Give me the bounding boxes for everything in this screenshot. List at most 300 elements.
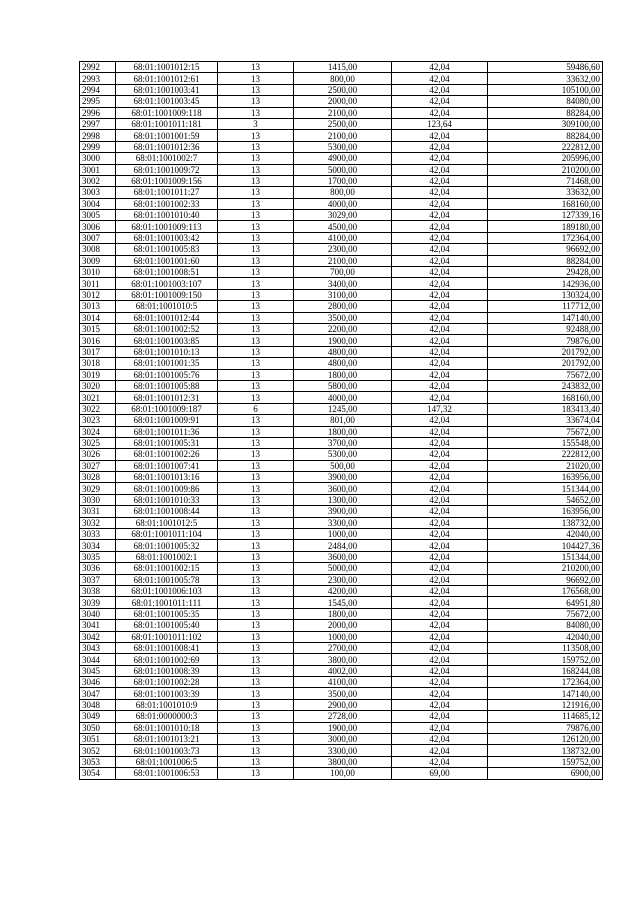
row-number-cell: 3025 [80,437,116,448]
row-number-cell: 3044 [80,654,116,665]
cadastral-number-cell: 68:01:1001009:72 [116,164,218,175]
area-cell: 2800,00 [294,301,392,312]
area-cell: 700,00 [294,267,392,278]
cadastral-number-cell: 68:01:1001005:31 [116,437,218,448]
cadastral-number-cell: 68:01:1001006:5 [116,756,218,767]
category-code-cell: 13 [218,369,294,380]
category-code-cell: 13 [218,574,294,585]
amount-cell: 42040,00 [488,631,603,642]
cadastral-number-cell: 68:01:1001011:111 [116,597,218,608]
table-row [80,563,603,574]
area-cell: 2900,00 [294,699,392,710]
row-number-cell: 3030 [80,494,116,505]
row-number-cell: 3043 [80,642,116,653]
amount-cell: 176568,00 [488,585,603,596]
table-row [80,107,603,118]
category-code-cell: 13 [218,494,294,505]
area-cell: 5300,00 [294,449,392,460]
rate-cell: 42,04 [392,221,488,232]
rate-cell: 42,04 [392,540,488,551]
rate-cell: 42,04 [392,460,488,471]
area-cell: 3800,00 [294,654,392,665]
table-row [80,96,603,107]
area-cell: 1900,00 [294,722,392,733]
area-cell: 2100,00 [294,107,392,118]
category-code-cell: 13 [218,153,294,164]
area-cell: 3700,00 [294,437,392,448]
table-row [80,506,603,517]
area-cell: 1800,00 [294,426,392,437]
rate-cell: 42,04 [392,369,488,380]
table-row [80,437,603,448]
amount-cell: 54652,00 [488,494,603,505]
table-row [80,472,603,483]
amount-cell: 92488,00 [488,323,603,334]
area-cell: 5000,00 [294,164,392,175]
area-cell: 2700,00 [294,642,392,653]
amount-cell: 138732,00 [488,745,603,756]
table-row [80,756,603,767]
category-code-cell: 13 [218,210,294,221]
cadastral-number-cell: 68:01:1001001:35 [116,358,218,369]
row-number-cell: 3006 [80,221,116,232]
category-code-cell: 13 [218,756,294,767]
table-row [80,267,603,278]
amount-cell: 222812,00 [488,449,603,460]
category-code-cell: 13 [218,620,294,631]
row-number-cell: 3039 [80,597,116,608]
row-number-cell: 3035 [80,551,116,562]
row-number-cell: 2994 [80,84,116,95]
area-cell: 5800,00 [294,380,392,391]
category-code-cell: 13 [218,631,294,642]
category-code-cell: 13 [218,278,294,289]
amount-cell: 142936,00 [488,278,603,289]
amount-cell: 147140,00 [488,688,603,699]
table-row [80,585,603,596]
row-number-cell: 2993 [80,73,116,84]
area-cell: 3500,00 [294,688,392,699]
cadastral-number-cell: 68:01:1001010:33 [116,494,218,505]
category-code-cell: 13 [218,301,294,312]
area-cell: 4002,00 [294,665,392,676]
amount-cell: 21020,00 [488,460,603,471]
row-number-cell: 3049 [80,711,116,722]
category-code-cell: 13 [218,665,294,676]
row-number-cell: 3018 [80,358,116,369]
amount-cell: 210200,00 [488,563,603,574]
area-cell: 4100,00 [294,677,392,688]
area-cell: 3029,00 [294,210,392,221]
cadastral-number-cell: 68:01:1001007:41 [116,460,218,471]
table-row [80,711,603,722]
category-code-cell: 13 [218,677,294,688]
rate-cell: 42,04 [392,107,488,118]
amount-cell: 159752,00 [488,756,603,767]
amount-cell: 113508,00 [488,642,603,653]
area-cell: 1800,00 [294,608,392,619]
row-number-cell: 3010 [80,267,116,278]
cadastral-number-cell: 68:01:1001013:21 [116,734,218,745]
area-cell: 5000,00 [294,563,392,574]
row-number-cell: 3036 [80,563,116,574]
row-number-cell: 3046 [80,677,116,688]
table-row [80,84,603,95]
category-code-cell: 6 [218,403,294,414]
category-code-cell: 13 [218,483,294,494]
cadastral-number-cell: 68:01:1001009:118 [116,107,218,118]
row-number-cell: 3051 [80,734,116,745]
area-cell: 3300,00 [294,517,392,528]
area-cell: 4500,00 [294,221,392,232]
row-number-cell: 3031 [80,506,116,517]
rate-cell: 42,04 [392,472,488,483]
cadastral-number-cell: 68:01:1001002:26 [116,449,218,460]
rate-cell: 42,04 [392,506,488,517]
table-row [80,289,603,300]
table-row [80,323,603,334]
rate-cell: 42,04 [392,665,488,676]
row-number-cell: 3053 [80,756,116,767]
area-cell: 4800,00 [294,358,392,369]
amount-cell: 210200,00 [488,164,603,175]
cadastral-number-cell: 68:01:1001005:83 [116,244,218,255]
category-code-cell: 13 [218,96,294,107]
table-row [80,517,603,528]
amount-cell: 104427,36 [488,540,603,551]
area-cell: 2300,00 [294,574,392,585]
category-code-cell: 13 [218,289,294,300]
cadastral-number-cell: 68:01:1001012:36 [116,141,218,152]
category-code-cell: 13 [218,392,294,403]
amount-cell: 59486,60 [488,62,603,73]
rate-cell: 42,04 [392,164,488,175]
cadastral-number-cell: 68:01:1001003:107 [116,278,218,289]
table-row [80,540,603,551]
area-cell: 4200,00 [294,585,392,596]
area-cell: 2484,00 [294,540,392,551]
area-cell: 1300,00 [294,494,392,505]
cadastral-number-cell: 68:01:1001005:40 [116,620,218,631]
amount-cell: 127339,16 [488,210,603,221]
category-code-cell: 13 [218,107,294,118]
area-cell: 3900,00 [294,506,392,517]
row-number-cell: 3045 [80,665,116,676]
table-row [80,198,603,209]
amount-cell: 75672,00 [488,369,603,380]
category-code-cell: 13 [218,335,294,346]
table-row [80,244,603,255]
table-row [80,722,603,733]
cadastral-number-cell: 68:01:1001002:1 [116,551,218,562]
category-code-cell: 13 [218,232,294,243]
area-cell: 2500,00 [294,118,392,129]
amount-cell: 163956,00 [488,506,603,517]
area-cell: 3600,00 [294,483,392,494]
table-row [80,130,603,141]
rate-cell: 42,04 [392,745,488,756]
amount-cell: 243832,00 [488,380,603,391]
row-number-cell: 3040 [80,608,116,619]
rate-cell: 42,04 [392,380,488,391]
cadastral-number-cell: 68:01:1001005:35 [116,608,218,619]
table-row [80,677,603,688]
amount-cell: 201792,00 [488,358,603,369]
area-cell: 3600,00 [294,551,392,562]
cadastral-number-cell: 68:01:1001008:44 [116,506,218,517]
cadastral-number-cell: 68:01:1001003:42 [116,232,218,243]
amount-cell: 168160,00 [488,392,603,403]
cadastral-number-cell: 68:01:1001005:76 [116,369,218,380]
area-cell: 2300,00 [294,244,392,255]
rate-cell: 42,04 [392,187,488,198]
category-code-cell: 13 [218,187,294,198]
rate-cell: 42,04 [392,358,488,369]
category-code-cell: 13 [218,130,294,141]
rate-cell: 42,04 [392,255,488,266]
row-number-cell: 3004 [80,198,116,209]
cadastral-number-cell: 68:01:1001005:88 [116,380,218,391]
area-cell: 3800,00 [294,756,392,767]
area-cell: 2000,00 [294,96,392,107]
rate-cell: 42,04 [392,392,488,403]
row-number-cell: 2999 [80,141,116,152]
rate-cell: 42,04 [392,654,488,665]
row-number-cell: 3017 [80,346,116,357]
rate-cell: 42,04 [392,563,488,574]
row-number-cell: 3001 [80,164,116,175]
row-number-cell: 3011 [80,278,116,289]
area-cell: 800,00 [294,73,392,84]
rate-cell: 42,04 [392,323,488,334]
row-number-cell: 3024 [80,426,116,437]
rate-cell: 42,04 [392,289,488,300]
category-code-cell: 13 [218,517,294,528]
area-cell: 3300,00 [294,745,392,756]
row-number-cell: 3003 [80,187,116,198]
category-code-cell: 13 [218,323,294,334]
category-code-cell: 13 [218,551,294,562]
table-row [80,403,603,414]
cadastral-number-cell: 68:01:1001012:61 [116,73,218,84]
cadastral-number-cell: 68:01:1001002:33 [116,198,218,209]
category-code-cell: 13 [218,654,294,665]
amount-cell: 121916,00 [488,699,603,710]
cadastral-number-cell: 68:01:1001003:41 [116,84,218,95]
rate-cell: 42,04 [392,130,488,141]
category-code-cell: 13 [218,255,294,266]
area-cell: 2728,00 [294,711,392,722]
row-number-cell: 2995 [80,96,116,107]
row-number-cell: 3012 [80,289,116,300]
category-code-cell: 13 [218,768,294,779]
row-number-cell: 3023 [80,415,116,426]
row-number-cell: 2998 [80,130,116,141]
cadastral-number-cell: 68:01:0000000:3 [116,711,218,722]
category-code-cell: 13 [218,62,294,73]
cadastral-number-cell: 68:01:1001011:104 [116,529,218,540]
row-number-cell: 3028 [80,472,116,483]
row-number-cell: 3019 [80,369,116,380]
rate-cell: 42,04 [392,175,488,186]
row-number-cell: 3033 [80,529,116,540]
category-code-cell: 13 [218,380,294,391]
row-number-cell: 3026 [80,449,116,460]
cadastral-number-cell: 68:01:1001011:36 [116,426,218,437]
area-cell: 100,00 [294,768,392,779]
table-row [80,210,603,221]
area-cell: 1000,00 [294,631,392,642]
row-number-cell: 3013 [80,301,116,312]
table-row [80,118,603,129]
table-row [80,574,603,585]
amount-cell: 126120,00 [488,734,603,745]
table-row [80,608,603,619]
amount-cell: 114685,12 [488,711,603,722]
table-row [80,665,603,676]
row-number-cell: 2997 [80,118,116,129]
amount-cell: 84080,00 [488,620,603,631]
rate-cell: 42,04 [392,141,488,152]
cadastral-number-cell: 68:01:1001009:156 [116,175,218,186]
amount-cell: 64951,80 [488,597,603,608]
cadastral-number-cell: 68:01:1001010:5 [116,301,218,312]
category-code-cell: 13 [218,722,294,733]
area-cell: 1415,00 [294,62,392,73]
row-number-cell: 3022 [80,403,116,414]
category-code-cell: 13 [218,449,294,460]
cadastral-number-cell: 68:01:1001008:41 [116,642,218,653]
amount-cell: 96692,00 [488,574,603,585]
rate-cell: 42,04 [392,722,488,733]
table-row [80,642,603,653]
table-row [80,358,603,369]
cadastral-number-cell: 68:01:1001003:73 [116,745,218,756]
amount-cell: 79876,00 [488,335,603,346]
category-code-cell: 13 [218,460,294,471]
category-code-cell: 13 [218,175,294,186]
rate-cell: 147,32 [392,403,488,414]
area-cell: 2500,00 [294,84,392,95]
cadastral-number-cell: 68:01:1001010:18 [116,722,218,733]
row-number-cell: 3032 [80,517,116,528]
category-code-cell: 13 [218,540,294,551]
rate-cell: 42,04 [392,574,488,585]
cadastral-number-cell: 68:01:1001010:9 [116,699,218,710]
amount-cell: 79876,00 [488,722,603,733]
amount-cell: 168160,00 [488,198,603,209]
table-row [80,654,603,665]
area-cell: 4000,00 [294,198,392,209]
cadastral-number-cell: 68:01:1001011:181 [116,118,218,129]
amount-cell: 130324,00 [488,289,603,300]
cadastral-number-cell: 68:01:1001009:113 [116,221,218,232]
amount-cell: 75672,00 [488,608,603,619]
category-code-cell: 13 [218,734,294,745]
row-number-cell: 3052 [80,745,116,756]
rate-cell: 42,04 [392,426,488,437]
rate-cell: 42,04 [392,415,488,426]
category-code-cell: 13 [218,437,294,448]
rate-cell: 42,04 [392,198,488,209]
land-parcels-table [79,61,603,780]
rate-cell: 42,04 [392,585,488,596]
rate-cell: 42,04 [392,677,488,688]
row-number-cell: 3014 [80,312,116,323]
row-number-cell: 3038 [80,585,116,596]
amount-cell: 6900,00 [488,768,603,779]
category-code-cell: 13 [218,415,294,426]
cadastral-number-cell: 68:01:1001005:32 [116,540,218,551]
table-row [80,688,603,699]
table-row [80,62,603,73]
amount-cell: 105100,00 [488,84,603,95]
rate-cell: 42,04 [392,711,488,722]
amount-cell: 151344,00 [488,483,603,494]
amount-cell: 42040,00 [488,529,603,540]
table-row [80,312,603,323]
cadastral-number-cell: 68:01:1001003:39 [116,688,218,699]
amount-cell: 189180,00 [488,221,603,232]
table-row [80,221,603,232]
row-number-cell: 3008 [80,244,116,255]
cadastral-number-cell: 68:01:1001002:7 [116,153,218,164]
amount-cell: 96692,00 [488,244,603,255]
area-cell: 801,00 [294,415,392,426]
cadastral-number-cell: 68:01:1001002:15 [116,563,218,574]
rate-cell: 42,04 [392,642,488,653]
table-row [80,483,603,494]
cadastral-number-cell: 68:01:1001003:85 [116,335,218,346]
table-row [80,460,603,471]
table-row [80,73,603,84]
category-code-cell: 13 [218,164,294,175]
area-cell: 800,00 [294,187,392,198]
amount-cell: 33674,04 [488,415,603,426]
rate-cell: 42,04 [392,278,488,289]
area-cell: 3100,00 [294,289,392,300]
rate-cell: 123,64 [392,118,488,129]
table-row [80,494,603,505]
table-row [80,153,603,164]
category-code-cell: 13 [218,608,294,619]
amount-cell: 205996,00 [488,153,603,164]
row-number-cell: 3037 [80,574,116,585]
table-row [80,734,603,745]
category-code-cell: 13 [218,472,294,483]
amount-cell: 88284,00 [488,107,603,118]
table-row [80,278,603,289]
cadastral-number-cell: 68:01:1001002:52 [116,323,218,334]
table-row [80,187,603,198]
rate-cell: 42,04 [392,73,488,84]
row-number-cell: 3029 [80,483,116,494]
area-cell: 2100,00 [294,255,392,266]
area-cell: 1000,00 [294,529,392,540]
amount-cell: 183413,40 [488,403,603,414]
amount-cell: 71468,00 [488,175,603,186]
cadastral-number-cell: 68:01:1001011:27 [116,187,218,198]
area-cell: 3400,00 [294,278,392,289]
category-code-cell: 13 [218,711,294,722]
category-code-cell: 13 [218,358,294,369]
rate-cell: 42,04 [392,597,488,608]
area-cell: 3500,00 [294,312,392,323]
table-row [80,529,603,540]
cadastral-number-cell: 68:01:1001005:78 [116,574,218,585]
rate-cell: 42,04 [392,267,488,278]
table-row [80,551,603,562]
